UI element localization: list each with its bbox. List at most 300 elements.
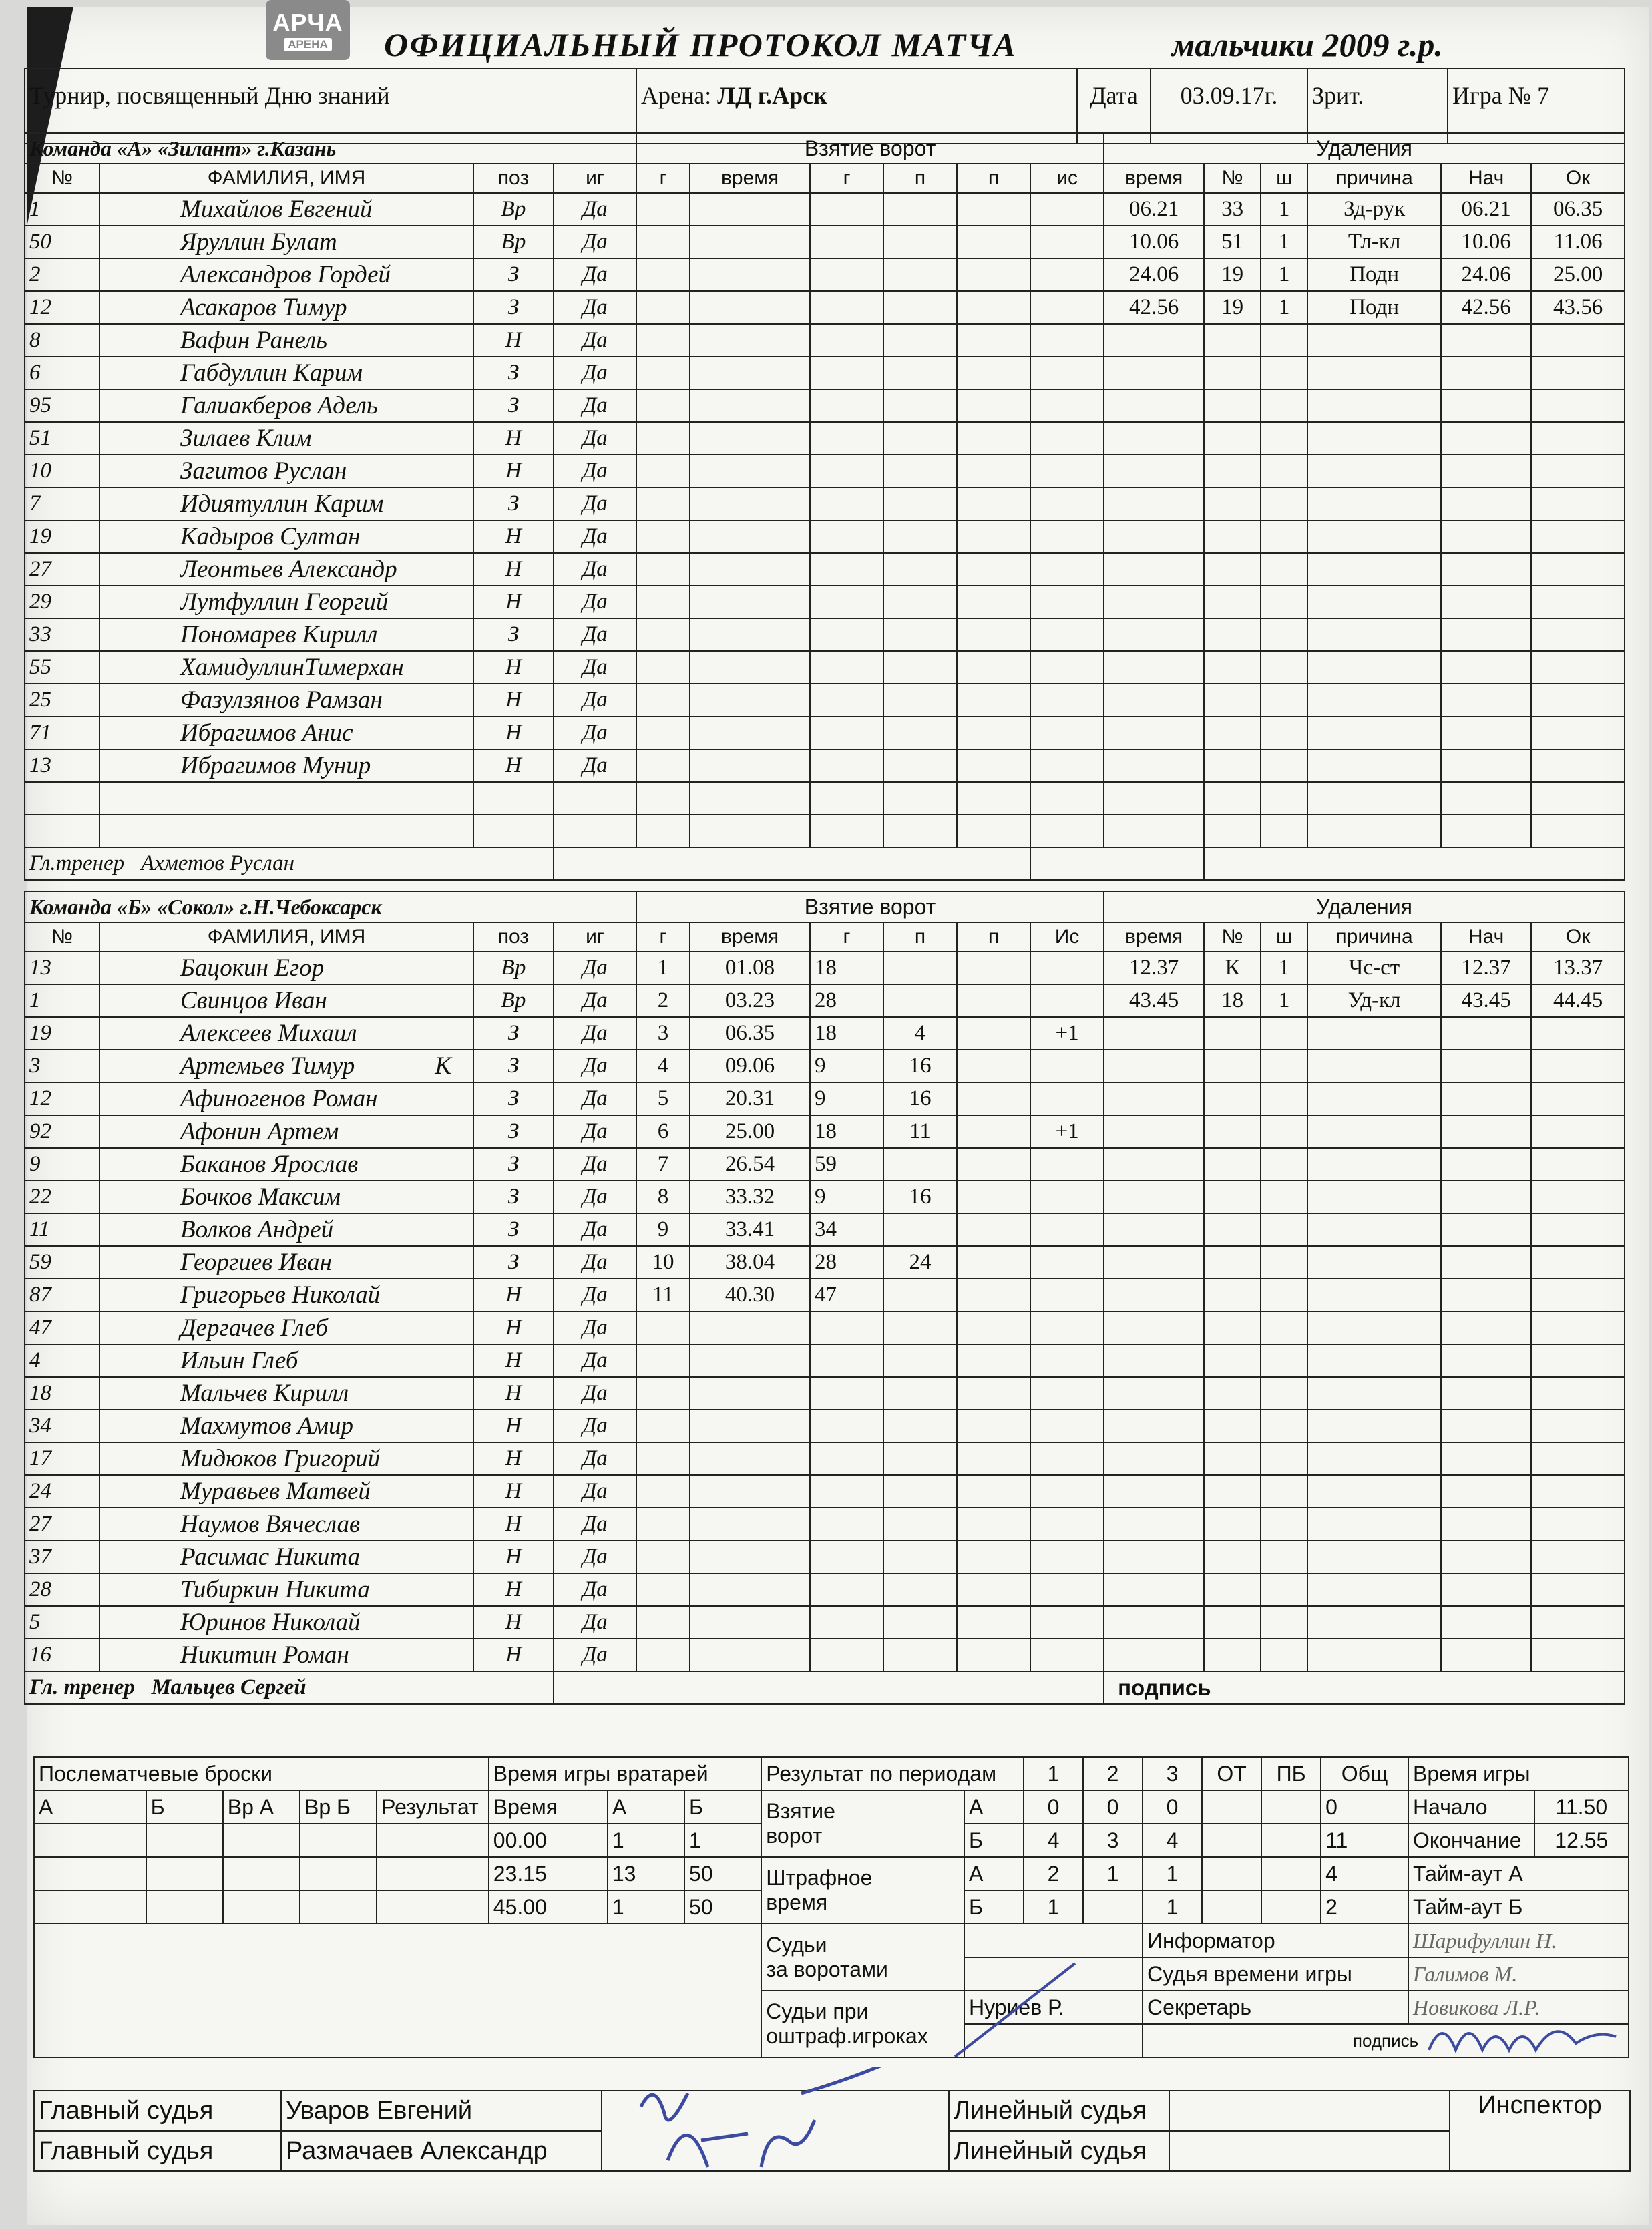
- penalty-start: [1441, 1344, 1531, 1377]
- goal-time: [690, 618, 810, 651]
- goal-strength: +1: [1030, 1115, 1104, 1148]
- goal-strength: [1030, 1508, 1104, 1541]
- penalty-time: [1104, 324, 1204, 357]
- penalty-reason: [1307, 324, 1441, 357]
- col-goal-num: г: [636, 164, 690, 193]
- goal-number: 2: [636, 984, 690, 1017]
- penalty-end: [1531, 815, 1625, 847]
- penalty-start: [1441, 586, 1531, 618]
- goal-strength: [1030, 487, 1104, 520]
- goal-assist-1: [883, 782, 957, 815]
- penalty-player: 19: [1204, 291, 1261, 324]
- goal-number: 9: [636, 1213, 690, 1246]
- goal-strength: [1030, 1442, 1104, 1475]
- goal-assist-2: [957, 1082, 1030, 1115]
- penalty-time: [1104, 553, 1204, 586]
- penalty-player: 19: [1204, 258, 1261, 291]
- goal-assist-1: [883, 487, 957, 520]
- team-b-player-row: [25, 984, 1625, 1017]
- penalty-player: [1204, 1639, 1261, 1671]
- goal-time: [690, 324, 810, 357]
- penalty-start: [1441, 1213, 1531, 1246]
- goal-scorer: [810, 422, 883, 455]
- goal-assist-1: [883, 618, 957, 651]
- goal-scorer: [810, 586, 883, 618]
- team-b-player-row: [25, 1573, 1625, 1606]
- penalty-player: [1204, 520, 1261, 553]
- player-position: З: [473, 1148, 554, 1181]
- goal-number: [636, 520, 690, 553]
- goalie-row-2-a: 13: [608, 1857, 684, 1890]
- team-a-player-row: [25, 651, 1625, 684]
- goal-time: 40.30: [690, 1279, 810, 1311]
- penalty-time: [1104, 389, 1204, 422]
- team-b-player-row: [25, 1344, 1625, 1377]
- player-name: Бочков Максим: [99, 1181, 473, 1213]
- goal-scorer: 9: [810, 1050, 883, 1082]
- goal-assist-2: [957, 1017, 1030, 1050]
- penalty-start: [1441, 1442, 1531, 1475]
- penalty-player: [1204, 782, 1261, 815]
- referee-label-1: Главный судья: [34, 2091, 281, 2131]
- penalty-player: [1204, 1377, 1261, 1410]
- penalty-minutes: [1261, 1050, 1307, 1082]
- penalty-minutes: [1261, 357, 1307, 389]
- penalty-reason: [1307, 1377, 1441, 1410]
- penalty-end: [1531, 1639, 1625, 1671]
- summary-table: [33, 1756, 1629, 2058]
- goal-strength: [1030, 324, 1104, 357]
- penalty-time: [1104, 1541, 1204, 1573]
- team-a-rows: [25, 193, 1625, 847]
- coach-label: Гл. тренер: [29, 1675, 135, 1699]
- team-b-player-row: [25, 1377, 1625, 1410]
- penalty-time: 42.56: [1104, 291, 1204, 324]
- goal-assist-1: 16: [883, 1050, 957, 1082]
- player-played: Да: [554, 1311, 636, 1344]
- goal-time: [690, 1377, 810, 1410]
- goal-scorer: [810, 324, 883, 357]
- team-a-player-row: [25, 553, 1625, 586]
- goal-scorer: [810, 357, 883, 389]
- goal-number: [636, 1508, 690, 1541]
- goal-scorer: [810, 749, 883, 782]
- goal-strength: [1030, 520, 1104, 553]
- goal-assist-1: [883, 717, 957, 749]
- player-number: 50: [25, 226, 99, 258]
- team-a-player-row: [25, 258, 1625, 291]
- pim-a-p1: 2: [1024, 1857, 1083, 1890]
- player-played: Да: [554, 422, 636, 455]
- penalty-player: [1204, 1541, 1261, 1573]
- player-name: Дергачев Глеб: [99, 1311, 473, 1344]
- player-position: З: [473, 291, 554, 324]
- goal-assist-2: [957, 226, 1030, 258]
- penalty-end: [1531, 1475, 1625, 1508]
- penalty-end: [1531, 717, 1625, 749]
- player-played: Да: [554, 389, 636, 422]
- goal-scorer: 34: [810, 1213, 883, 1246]
- player-position: Н: [473, 1410, 554, 1442]
- penalty-player: [1204, 1148, 1261, 1181]
- penalty-player: [1204, 1246, 1261, 1279]
- pim-b-ot: [1202, 1890, 1261, 1924]
- player-position: [473, 815, 554, 847]
- goal-strength: +1: [1030, 1017, 1104, 1050]
- goal-assist-2: [957, 651, 1030, 684]
- penalty-start: 24.06: [1441, 258, 1531, 291]
- penalty-player: [1204, 651, 1261, 684]
- goal-number: [636, 1442, 690, 1475]
- player-position: Н: [473, 717, 554, 749]
- goal-assist-1: [883, 1213, 957, 1246]
- player-position: Н: [473, 1475, 554, 1508]
- goals-label-2: ворот: [766, 1824, 823, 1848]
- penalty-minutes: [1261, 684, 1307, 717]
- penalty-time: [1104, 1410, 1204, 1442]
- goal-assist-2: [957, 1311, 1030, 1344]
- goals-a-p1: 0: [1024, 1790, 1083, 1824]
- goal-number: [636, 226, 690, 258]
- goalie-row-1-b: 1: [684, 1824, 761, 1857]
- goal-judges-1: Судьи: [766, 1933, 827, 1957]
- player-played: Да: [554, 1475, 636, 1508]
- shootout-col-a: А: [34, 1790, 146, 1824]
- player-number: 18: [25, 1377, 99, 1410]
- goal-scorer: [810, 717, 883, 749]
- player-name: Махмутов Амир: [99, 1410, 473, 1442]
- goal-assist-2: [957, 553, 1030, 586]
- shootout-blank: [377, 1824, 489, 1857]
- goal-scorer: [810, 1606, 883, 1639]
- penalty-time: [1104, 1148, 1204, 1181]
- team-a-player-row: [25, 291, 1625, 324]
- col-start: Нач: [1441, 164, 1531, 193]
- penalty-player: [1204, 684, 1261, 717]
- goal-number: 1: [636, 952, 690, 984]
- penalty-reason: [1307, 357, 1441, 389]
- goal-assist-2: [957, 520, 1030, 553]
- penalty-player: [1204, 618, 1261, 651]
- player-position: З: [473, 1115, 554, 1148]
- judge-signature-scribble: [948, 1957, 1082, 2063]
- penalty-minutes: [1261, 1311, 1307, 1344]
- penalty-time: 10.06: [1104, 226, 1204, 258]
- penalty-player: [1204, 1279, 1261, 1311]
- penalty-start: [1441, 1311, 1531, 1344]
- goal-strength: [1030, 782, 1104, 815]
- team-b-player-row: [25, 1050, 1625, 1082]
- player-played: Да: [554, 1279, 636, 1311]
- goal-strength: [1030, 1213, 1104, 1246]
- col-pen-min: ш: [1261, 922, 1307, 952]
- player-number: 22: [25, 1181, 99, 1213]
- penalty-player: [1204, 1050, 1261, 1082]
- player-name: Никитин Роман: [99, 1639, 473, 1671]
- player-name: Свинцов Иван: [99, 984, 473, 1017]
- penalty-reason: [1307, 1279, 1441, 1311]
- team-a-player-row: [25, 618, 1625, 651]
- shootout-blank: [223, 1890, 300, 1924]
- goal-assist-1: [883, 324, 957, 357]
- goal-scorer: 59: [810, 1148, 883, 1181]
- player-position: Вр: [473, 193, 554, 226]
- date-value: 03.09.17г.: [1151, 69, 1307, 144]
- penalty-minutes: [1261, 1573, 1307, 1606]
- goalie-row-3-b: 50: [684, 1890, 761, 1924]
- team-a-sign-blank: [1030, 847, 1204, 880]
- informator-label: Информатор: [1143, 1924, 1408, 1957]
- pim-a-p2: 1: [1083, 1857, 1143, 1890]
- penalty-minutes: 1: [1261, 226, 1307, 258]
- goal-number: [636, 357, 690, 389]
- referee-signature-scribble: [628, 2067, 908, 2180]
- goal-time: [690, 1573, 810, 1606]
- penalty-start: [1441, 1475, 1531, 1508]
- penalty-player: [1204, 1475, 1261, 1508]
- goal-time: 26.54: [690, 1148, 810, 1181]
- penalty-reason: [1307, 1213, 1441, 1246]
- pim-label-2: время: [766, 1890, 828, 1914]
- player-position: Н: [473, 1311, 554, 1344]
- team-b-player-row: [25, 1606, 1625, 1639]
- player-number: 24: [25, 1475, 99, 1508]
- col-assist2: п: [957, 922, 1030, 952]
- team-a-player-row: [25, 422, 1625, 455]
- team-b-table: [24, 891, 1625, 1705]
- goal-assist-2: [957, 1181, 1030, 1213]
- penalty-time: [1104, 1279, 1204, 1311]
- referee-1: Уваров Евгений: [281, 2091, 602, 2131]
- player-name: Ибрагимов Мунир: [99, 749, 473, 782]
- penalty-time: [1104, 618, 1204, 651]
- goal-number: [636, 291, 690, 324]
- team-b-signature-label: подпись: [1104, 1671, 1625, 1704]
- team-a-penalties-title: Удаления: [1104, 133, 1625, 164]
- penalty-player: [1204, 1573, 1261, 1606]
- player-played: Да: [554, 1017, 636, 1050]
- player-name: Александров Гордей: [99, 258, 473, 291]
- penalty-minutes: [1261, 1344, 1307, 1377]
- goal-time: [690, 1508, 810, 1541]
- player-position: З: [473, 1082, 554, 1115]
- goal-strength: [1030, 984, 1104, 1017]
- penalty-end: [1531, 1442, 1625, 1475]
- pim-label-1: Штрафное: [766, 1866, 873, 1890]
- goal-number: [636, 684, 690, 717]
- goal-assist-1: [883, 1410, 957, 1442]
- penalty-minutes: [1261, 1639, 1307, 1671]
- player-number: 27: [25, 553, 99, 586]
- team-b-coach-blank: [554, 1671, 1104, 1704]
- col-pen-num: №: [1204, 922, 1261, 952]
- penalty-minutes: [1261, 586, 1307, 618]
- penalty-reason: Тл-кл: [1307, 226, 1441, 258]
- shootout-col-gka: Вр А: [223, 1790, 300, 1824]
- penalty-end: [1531, 1017, 1625, 1050]
- player-number: 1: [25, 984, 99, 1017]
- goal-assist-2: [957, 952, 1030, 984]
- timekeeper-value: Галимов М.: [1408, 1957, 1629, 1991]
- logo-text-top: АРЧА: [272, 9, 343, 36]
- penalty-minutes: [1261, 1377, 1307, 1410]
- goal-strength: [1030, 1050, 1104, 1082]
- goalie-col-b: Б: [684, 1790, 761, 1824]
- goal-number: [636, 258, 690, 291]
- player-played: Да: [554, 258, 636, 291]
- goalie-col-a: А: [608, 1790, 684, 1824]
- player-position: Н: [473, 1442, 554, 1475]
- penalty-reason: Зд-рук: [1307, 193, 1441, 226]
- penalty-end: [1531, 324, 1625, 357]
- penalty-reason: [1307, 1508, 1441, 1541]
- team-b-player-row: [25, 1639, 1625, 1671]
- player-number: 11: [25, 1213, 99, 1246]
- goal-strength: [1030, 1410, 1104, 1442]
- shootout-col-result: Результат: [377, 1790, 489, 1824]
- goal-assist-2: [957, 1148, 1030, 1181]
- player-played: Да: [554, 1050, 636, 1082]
- goal-strength: [1030, 1573, 1104, 1606]
- goal-number: 3: [636, 1017, 690, 1050]
- penalty-reason: [1307, 389, 1441, 422]
- penalty-minutes: [1261, 422, 1307, 455]
- pim-b-p1: 1: [1024, 1890, 1083, 1924]
- penalty-start: [1441, 749, 1531, 782]
- col-played: иг: [554, 164, 636, 193]
- goal-assist-1: [883, 455, 957, 487]
- col-played: иг: [554, 922, 636, 952]
- goal-assist-1: [883, 357, 957, 389]
- goal-strength: [1030, 651, 1104, 684]
- goal-number: 7: [636, 1148, 690, 1181]
- col-goal-time: время: [690, 922, 810, 952]
- shootout-blank: [223, 1824, 300, 1857]
- penalty-reason: [1307, 1311, 1441, 1344]
- penalty-judges-label: [761, 1991, 964, 2057]
- pim-b-so: [1261, 1890, 1321, 1924]
- player-name: Наумов Вячеслав: [99, 1508, 473, 1541]
- col-end: Ок: [1531, 922, 1625, 952]
- penalty-reason: [1307, 618, 1441, 651]
- goals-b-label: Б: [964, 1824, 1024, 1857]
- player-position: З: [473, 618, 554, 651]
- player-played: Да: [554, 1181, 636, 1213]
- team-b-rows: [25, 952, 1625, 1671]
- penalty-minutes: [1261, 782, 1307, 815]
- penalty-end: [1531, 1311, 1625, 1344]
- penalty-start: [1441, 717, 1531, 749]
- goal-strength: [1030, 291, 1104, 324]
- penalty-judges-1: Судьи при: [766, 1999, 869, 2023]
- penalty-player: [1204, 1017, 1261, 1050]
- player-number: 28: [25, 1573, 99, 1606]
- penalty-player: [1204, 815, 1261, 847]
- goal-scorer: 9: [810, 1181, 883, 1213]
- penalty-time: [1104, 520, 1204, 553]
- period-1: 1: [1024, 1757, 1083, 1790]
- penalty-time: 06.21: [1104, 193, 1204, 226]
- player-position: Н: [473, 1377, 554, 1410]
- team-a-table: [24, 132, 1625, 881]
- penalty-minutes: [1261, 1213, 1307, 1246]
- col-scorer: г: [810, 164, 883, 193]
- goal-time: [690, 1541, 810, 1573]
- team-a-player-row: [25, 455, 1625, 487]
- goal-judges-2: за воротами: [766, 1957, 888, 1981]
- penalty-time: [1104, 1442, 1204, 1475]
- goal-scorer: [810, 1442, 883, 1475]
- game-number: Игра № 7: [1448, 69, 1625, 144]
- player-played: Да: [554, 1410, 636, 1442]
- goals-b-total: 11: [1321, 1824, 1408, 1857]
- team-b-player-row: [25, 1442, 1625, 1475]
- arena-logo: [266, 0, 350, 60]
- goal-strength: [1030, 193, 1104, 226]
- goal-time: [690, 1410, 810, 1442]
- player-number: 6: [25, 357, 99, 389]
- penalty-reason: [1307, 1573, 1441, 1606]
- goal-number: [636, 553, 690, 586]
- penalty-end: 25.00: [1531, 258, 1625, 291]
- goals-a-total: 0: [1321, 1790, 1408, 1824]
- penalty-end: [1531, 1573, 1625, 1606]
- col-assist1: п: [883, 922, 957, 952]
- goal-assist-1: [883, 291, 957, 324]
- col-pos: поз: [473, 922, 554, 952]
- goal-scorer: 28: [810, 984, 883, 1017]
- goal-assist-1: 4: [883, 1017, 957, 1050]
- penalty-minutes: [1261, 1541, 1307, 1573]
- penalty-end: [1531, 422, 1625, 455]
- team-b-player-row: [25, 1115, 1625, 1148]
- player-name: [99, 782, 473, 815]
- goalie-col-time: Время: [489, 1790, 608, 1824]
- penalty-end: [1531, 1148, 1625, 1181]
- date-label: Дата: [1077, 69, 1151, 144]
- penalty-player: [1204, 357, 1261, 389]
- col-num: №: [25, 164, 99, 193]
- goalie-row-1-a: 1: [608, 1824, 684, 1857]
- goal-number: [636, 651, 690, 684]
- penalty-reason: [1307, 1475, 1441, 1508]
- pim-a-ot: [1202, 1857, 1261, 1890]
- goal-scorer: [810, 389, 883, 422]
- penalty-judges-2: оштраф.игроках: [766, 2024, 928, 2048]
- penalty-reason: [1307, 684, 1441, 717]
- player-name: Волков Андрей: [99, 1213, 473, 1246]
- penalty-time: [1104, 1246, 1204, 1279]
- player-number: 12: [25, 291, 99, 324]
- penalty-minutes: [1261, 553, 1307, 586]
- player-name: Асакаров Тимур: [99, 291, 473, 324]
- goal-assist-1: [883, 422, 957, 455]
- penalty-player: [1204, 586, 1261, 618]
- player-name: Ибрагимов Анис: [99, 717, 473, 749]
- player-number: 34: [25, 1410, 99, 1442]
- shootout-blank: [300, 1890, 377, 1924]
- penalty-start: [1441, 651, 1531, 684]
- goal-scorer: 18: [810, 1017, 883, 1050]
- team-a-player-row: [25, 520, 1625, 553]
- penalty-end: [1531, 1344, 1625, 1377]
- team-a-player-row: [25, 226, 1625, 258]
- player-played: Да: [554, 291, 636, 324]
- penalty-player: 18: [1204, 984, 1261, 1017]
- player-number: [25, 782, 99, 815]
- player-played: Да: [554, 553, 636, 586]
- penalty-player: [1204, 422, 1261, 455]
